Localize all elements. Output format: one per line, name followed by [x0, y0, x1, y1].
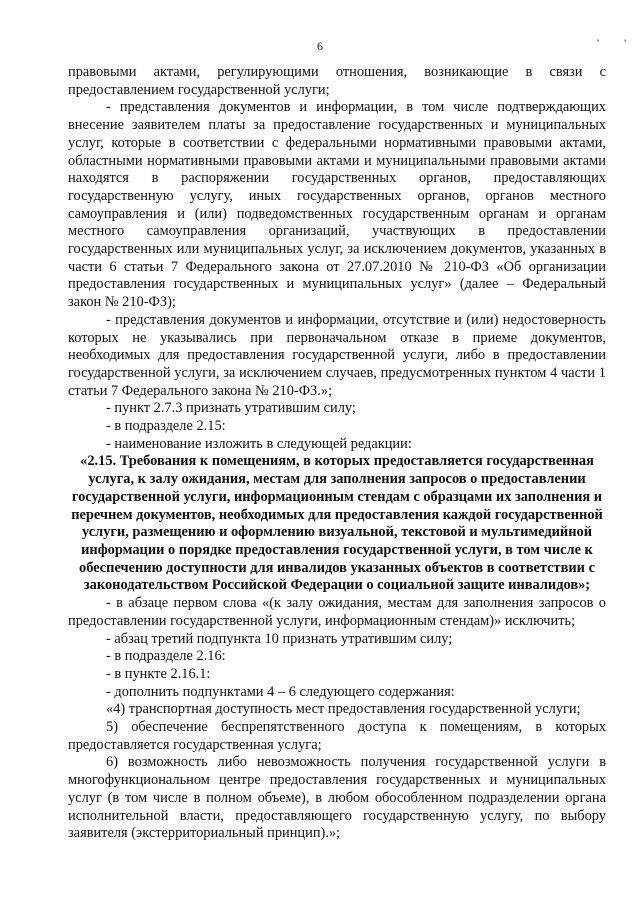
corner-mark: ' [597, 36, 600, 50]
paragraph: «4) транспортная доступность мест предоставления государственной услуги; [106, 701, 581, 718]
paragraph: - абзац третий подпункта 10 признать утратившим силу; [106, 630, 453, 647]
paragraph: - в подразделе 2.16: [106, 648, 226, 665]
corner-mark: ' [624, 36, 627, 50]
paragraph: - в пункте 2.16.1: [106, 665, 211, 682]
page-number: 6 [317, 39, 323, 53]
section-heading: «2.15. Требования к помещениям, в которых предоставляется государственная услуга, к залу ожидания, местам для заполнения запросов о предоставлении государственной услуги, информационным стендам с образцами их заполнения и перечнем документов, необходимых для предоставления каждой государственной услуги, размещению и оформлению визуальной, текстовой и мультимедийной информации о порядке предоставления государственной услуги, в том числе к обеспечению доступности для инвалидов указанных объектов в соответствии с законодательством Российской Федерации о социальной защите инвалидов»; [71, 453, 603, 594]
paragraph: - в подразделе 2.15: [106, 418, 226, 435]
paragraph: 5) обеспечение беспрепятственного доступа к помещениям, в которых предоставляется государственная услуга; [68, 719, 606, 753]
paragraph: - представления документов и информации, в том числе подтверждающих внесение заявителем платы за предоставление государственных и муниципальных услуг, которые в соответствии с федеральными нормативными правовыми актами, областными нормативными правовыми актами и муниципальными правовыми актами находятся в распоряжении государственных органов, предоставляющих государственную услугу, иных государственных органов, органов местного самоуправления и (или) подведомственных государственным органам и органам местного самоуправления организаций, участвующих в предоставлении государственных или муниципальных услуг, за исключением документов, указанных в части 6 статьи 7 Федерального закона от 27.07.2010 № 210-ФЗ «Об организации предоставления государственных и муниципальных услуг» (далее – Федеральный закон № 210-ФЗ); [68, 99, 606, 311]
paragraph: правовыми актами, регулирующими отношения, возникающие в связи с предоставлением государственной услуги; [68, 64, 606, 98]
paragraph: - наименование изложить в следующей редакции: [106, 435, 412, 452]
paragraph: - пункт 2.7.3 признать утратившим силу; [106, 400, 356, 417]
paragraph: 6) возможность либо невозможность получения государственной услуги в многофункциональном центре предоставления государственных и муниципальных услуг (в том числе в полном объеме), в любом обособленном подразделении органа исполнительной власти, предоставляющего государственную услугу, по выбору заявителя (экстерриториальный принцип).»; [68, 754, 606, 842]
paragraph: - представления документов и информации, отсутствие и (или) недостоверность которых не указывались при первоначальном отказе в приеме документов, необходимых для предоставления государственной услуги, либо в предоставлении государственной услуги, за исключением случаев, предусмотренных пунктом 4 части 1 статьи 7 Федерального закона № 210-ФЗ.»; [68, 311, 606, 399]
paragraph: - в абзаце первом слова «(к залу ожидания, местам для заполнения запросов о предоставлении государственной услуги, информационным стендам)» исключить; [68, 595, 606, 629]
document-body [68, 64, 606, 843]
paragraph: - дополнить подпунктами 4 – 6 следующего содержания: [106, 683, 455, 700]
